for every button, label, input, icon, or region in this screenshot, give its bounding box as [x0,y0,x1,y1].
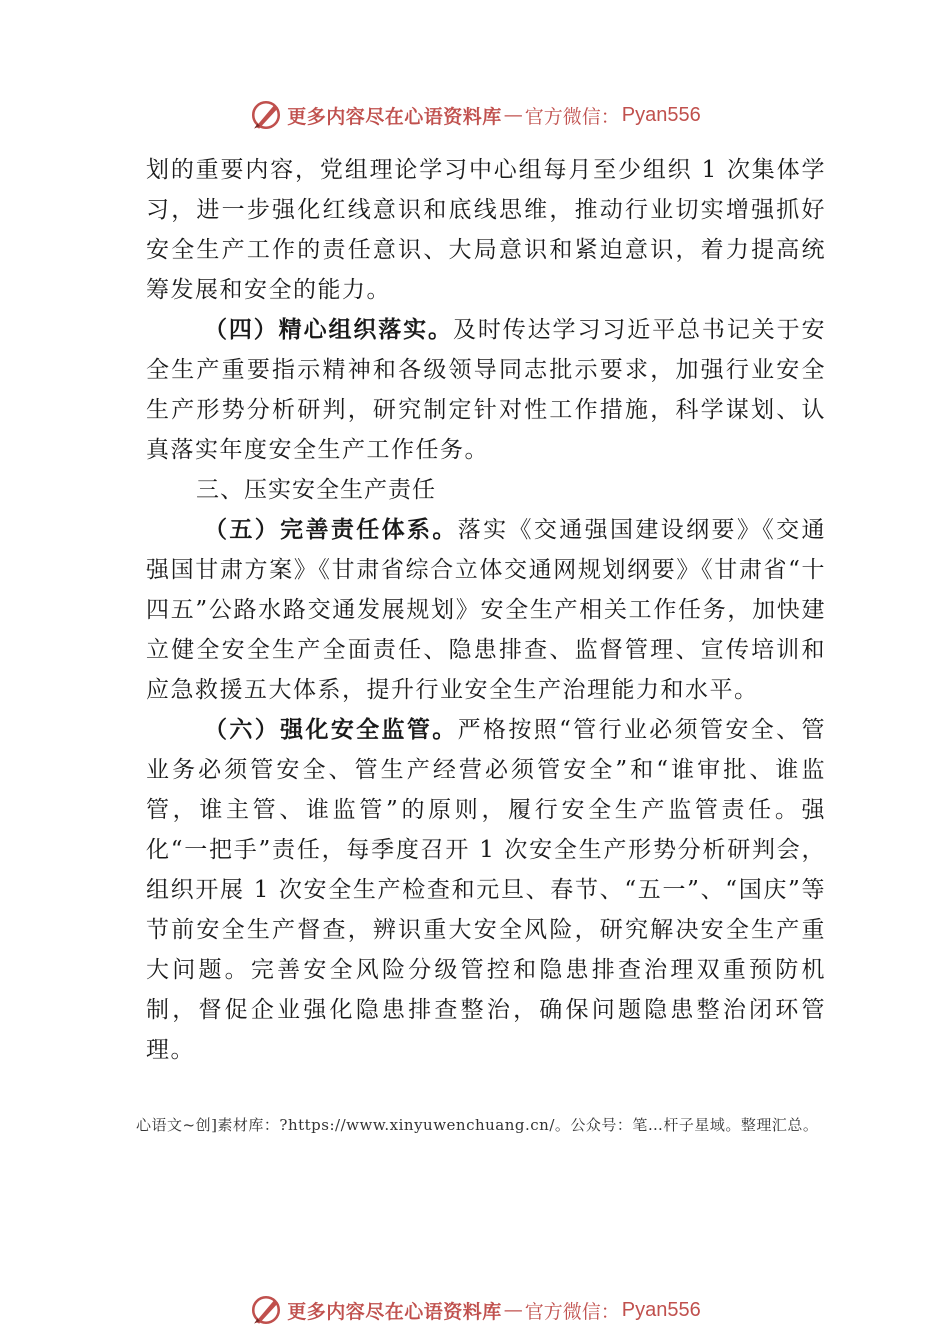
footer-banner-wechat-id: Pyan556 [621,1298,701,1321]
footer-banner-title: 更多内容尽在心语资料库 [287,1300,502,1323]
source-footnote: 心语文~创]素材库：?https://www.xinyuwenchuang.cn/。公众号：笔…杆子星域。整理汇总。 [136,1116,819,1134]
footer-banner-dash: — [503,1299,523,1321]
footer-banner [0,1290,950,1330]
document-body [146,150,826,1070]
heading-3: 三、压实安全生产责任 [196,477,436,503]
banner-wechat-label: 官方微信： [524,105,620,128]
pen-logo-icon [249,1293,283,1327]
section-4-lead: （四）精心组织落实。 [204,316,453,343]
paragraph-section-4 [146,310,826,470]
section-6-body: 严格按照“管行业必须管安全、管业务必须管安全、管生产经营必须管安全”和“谁审批、谁监管，谁主管、谁监管”的原则，履行安全生产监管责任。强化“一把手”责任，每季度召开 1 次安全生产形势分析研判会，组织开展 1 次安全生产检查和元旦、春节、“五一”、“国庆”等节前安全生产督查，辨识重大安全风险，研究解决安全生产重大问题。完善安全风险分级管控和隐患排查治理双重预防机制，督促企业强化隐患排查整治，确保问题隐患整治闭环管理。 [146,717,826,1063]
paragraph-section-5 [146,510,826,710]
banner-dash: — [503,104,523,126]
section-5-lead: （五）完善责任体系。 [204,516,458,543]
section-4-body: 及时传达学习习近平总书记关于安全生产重要指示精神和各级领导同志批示要求，加强行业安全生产形势分析研判，研究制定针对性工作措施，科学谋划、认真落实年度安全生产工作任务。 [146,317,827,463]
banner-wechat-id: Pyan556 [621,103,701,126]
banner-title: 更多内容尽在心语资料库 [287,105,502,128]
header-banner [0,95,950,135]
section-6-lead: （六）强化安全监管。 [204,716,458,743]
pen-logo-icon [249,98,283,132]
footer-banner-wechat-label: 官方微信： [524,1300,620,1323]
paragraph-1: 划的重要内容，党组理论学习中心组每月至少组织 1 次集体学习，进一步强化红线意识和底线思维，推动行业切实增强抓好安全生产工作的责任意识、大局意识和紧迫意识，着力提高统筹发展和安全的能力。 [146,157,826,303]
paragraph-section-6 [146,710,826,1070]
section-5-body: 落实《交通强国建设纲要》《交通强国甘肃方案》《甘肃省综合立体交通网规划纲要》《甘肃省“十四五”公路水路交通发展规划》安全生产相关工作任务，加快建立健全安全生产全面责任、隐患排查、监督管理、宣传培训和应急救援五大体系，提升行业安全生产治理能力和水平。 [146,517,826,703]
